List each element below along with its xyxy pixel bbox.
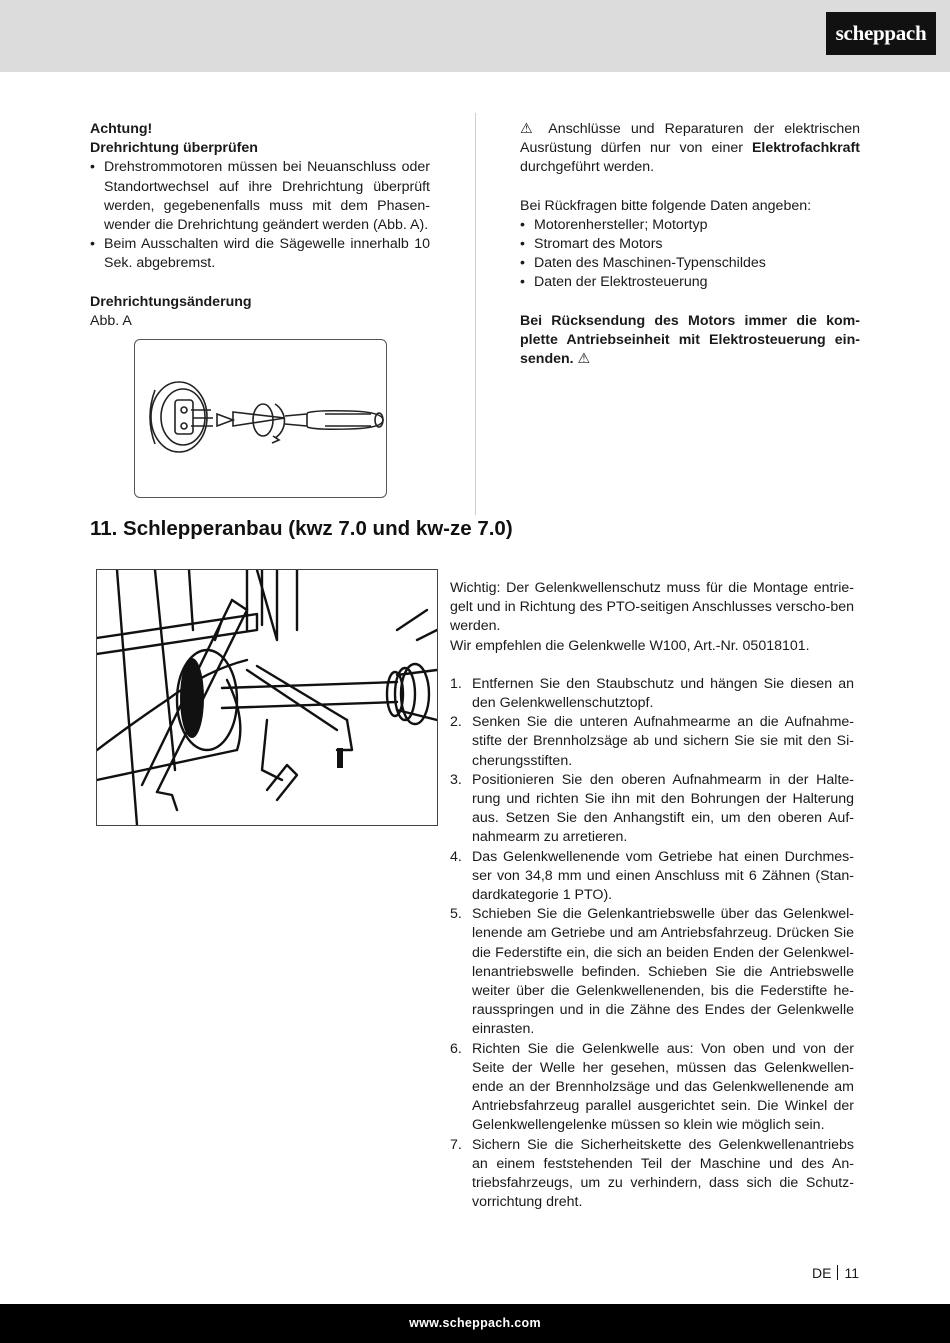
list-item: • Beim Ausschalten wird die Sägewelle innerhalb 10 Sek. abgebremst.: [90, 235, 430, 273]
list-item: • Daten des Maschinen-Typenschildes: [520, 254, 860, 273]
warning-heading: Achtung!: [90, 121, 153, 137]
list-item: • Stromart des Motors: [520, 235, 860, 254]
header-bar: [0, 0, 950, 72]
right-column: [520, 120, 860, 369]
tractor-mount-illustration: [96, 569, 438, 826]
list-item: 6. Richten Sie die Gelenkwelle aus: Von oben und von der Seite der Welle her gesehen, müssen das Gelenkwellen-ende an der Brennholzsäge und das Gelenkwellenende am Antriebsfahrzeug parallel ausgerichtet sein. Die Winkel der Gelenkwellengelenke müssen so klein wie möglich sein.: [450, 1040, 854, 1134]
electrician-warning: ⚠ Anschlüsse und Reparaturen der elektrischen Ausrüstung dürfen nur von einer Elektrofachkraft durchgeführt werden.: [520, 121, 860, 176]
list-item: 3. Positionieren Sie den oberen Aufnahmearm in der Halte-rung und richten Sie ihn mit den Bohrungen der Halterung aus. Setzen Sie den Anhangstift ein, um den oberen Auf-nahmearm zu arretieren.: [450, 771, 854, 846]
footer-bar: [0, 1304, 950, 1343]
list-item: • Daten der Elektrosteuerung: [520, 273, 860, 292]
figure-a-illustration: [134, 339, 387, 498]
list-item: 7. Sichern Sie die Sicherheitskette des Gelenkwellenantriebs an einem feststehenden Teil der Maschine und des An-triebsfahrzeugs, um zu verhindern, dass sich die Schutz-vorrichtung dreht.: [450, 1136, 854, 1211]
page-number: DE 11: [812, 1265, 859, 1281]
left-column: [90, 120, 430, 331]
list-item: • Drehstrommotoren müssen bei Neuanschluss oder Standortwechsel auf ihre Drehrichtung überprüft werden, gegebenenfalls muss mit dem Phasen-wender die Drehrichtung geändert werden (Abb. A).: [90, 158, 430, 235]
questions-list: [520, 216, 860, 293]
pto-shaft-drawing: [97, 570, 437, 825]
return-note: Bei Rücksendung des Motors immer die kom-plette Antriebseinheit mit Elektrosteuerung ein-senden. ⚠: [520, 312, 860, 368]
list-item: 2. Senken Sie die unteren Aufnahmearme an die Aufnahme-stifte der Brennholzsäge ab und sichern Sie sie mit den Si-cherungsstiften.: [450, 714, 854, 769]
rotation-check-heading: Drehrichtung überprüfen: [90, 140, 258, 157]
list-item: 5. Schieben Sie die Gelenkantriebswelle über das Gelenkwel-lenende am Getriebe und am Antriebsfahrzeug. Drücken Sie die Federstifte ein, die sich an beiden Enden der Gelenkwel-lenantriebswelle befinden. Schieben Sie die Antriebswelle weiter über die Gelenkwellenenden, bis die Federstifte he-rausspringen und in die Zähne des Endes der Gelenkwelle einrasten.: [450, 906, 854, 1038]
list-item: • Motorenhersteller; Motortyp: [520, 216, 860, 235]
steps-list: [450, 675, 854, 1213]
column-divider: [475, 113, 476, 515]
rotation-bullets: [90, 158, 430, 273]
rotation-change-heading: Drehrichtungsänderung: [90, 293, 252, 310]
screwdriver-plug-drawing: [135, 340, 386, 497]
list-item: 1. Entfernen Sie den Staubschutz und hängen Sie diesen an den Gelenkwellenschutztopf.: [450, 675, 854, 712]
instructions-column: [450, 579, 854, 1213]
list-item: 4. Das Gelenkwellenende vom Getriebe hat einen Durchmes-ser von 34,8 mm und einen Anschluss mit 6 Zähnen (Stan-dardkategorie 1 PTO).: [450, 848, 854, 904]
figure-label: Abb. A: [90, 312, 132, 329]
recommendation: Wir empfehlen die Gelenkwelle W100, Art.-Nr. 05018101.: [450, 637, 810, 654]
section-title: 11. Schlepperanbau (kwz 7.0 und kw-ze 7.0): [90, 517, 513, 540]
intro-paragraph: Wichtig: Der Gelenkwellenschutz muss für die Montage entrie-gelt und in Richtung des PTO-seitigen Anschlusses verscho-ben werden.: [450, 580, 854, 635]
website-url: www.scheppach.com: [409, 1316, 541, 1330]
scheppach-logo: scheppach: [826, 12, 936, 55]
questions-intro: Bei Rückfragen bitte folgende Daten angeben:: [520, 197, 812, 214]
